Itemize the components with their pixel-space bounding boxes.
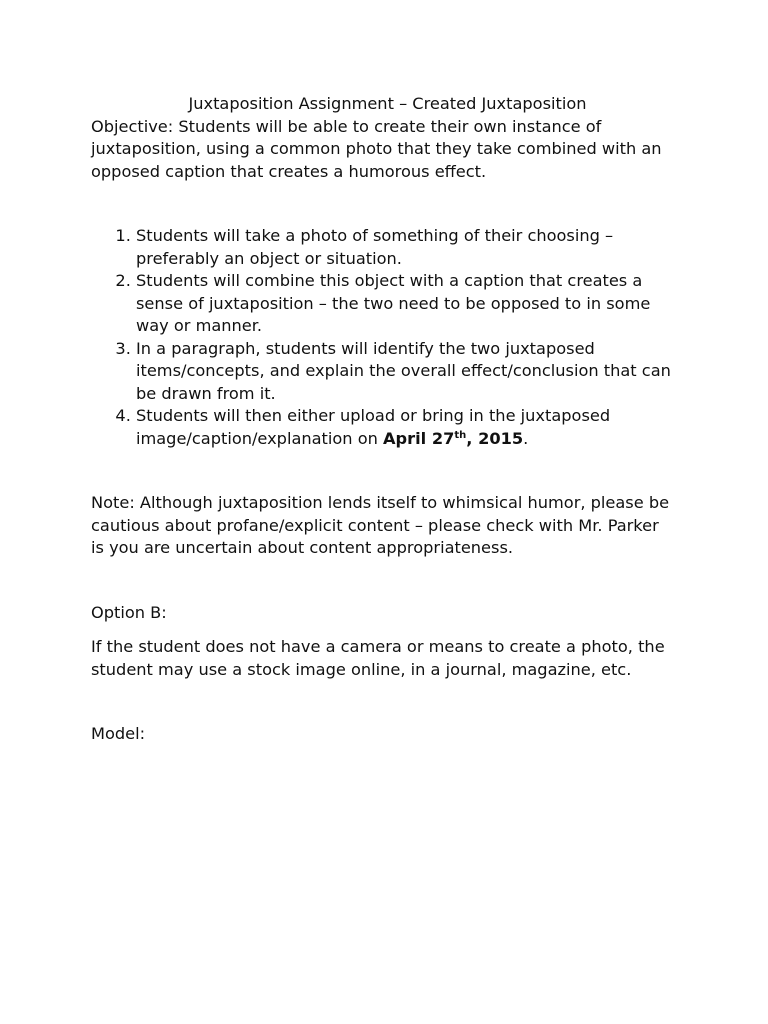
step-item: 2. Students will combine this object with a caption that creates a sense of juxtaposition – the two need to be opposed to in some way or manner. (136, 270, 676, 338)
step-text: Students will then either upload or bring in the juxtaposed image/caption/explanation on (136, 406, 611, 448)
step-item: 1. Students will take a photo of something of their choosing – preferably an object or situation. (136, 225, 676, 270)
due-date-year: , 2015 (466, 428, 524, 448)
due-date-suffix: th (454, 429, 467, 441)
steps-list (91, 225, 676, 450)
note-paragraph: Note: Although juxtaposition lends itself to whimsical humor, please be cautious about profane/explicit content – please check with Mr. Parker is you are uncertain about content appropriateness. (91, 493, 670, 557)
step-end: . (523, 428, 529, 448)
document-title: Juxtaposition Assignment – Created Juxtaposition (188, 94, 587, 113)
objective-paragraph: Objective: Students will be able to create their own instance of juxtaposition, using a common photo that they take combined with an opposed caption that creates a humorous effect. (91, 116, 662, 181)
document-page (91, 93, 676, 746)
step-item-due-date (136, 405, 676, 450)
due-date (383, 429, 523, 448)
due-date-main: April 27 (383, 428, 455, 448)
option-b-heading: Option B: (91, 602, 167, 622)
model-heading: Model: (91, 724, 146, 743)
step-item: 3. In a paragraph, students will identify the two juxtaposed items/concepts, and explain the overall effect/conclusion that can be drawn from it. (136, 338, 676, 406)
option-b-paragraph: If the student does not have a camera or means to create a photo, the student may use a stock image online, in a journal, magazine, etc. (91, 637, 665, 679)
